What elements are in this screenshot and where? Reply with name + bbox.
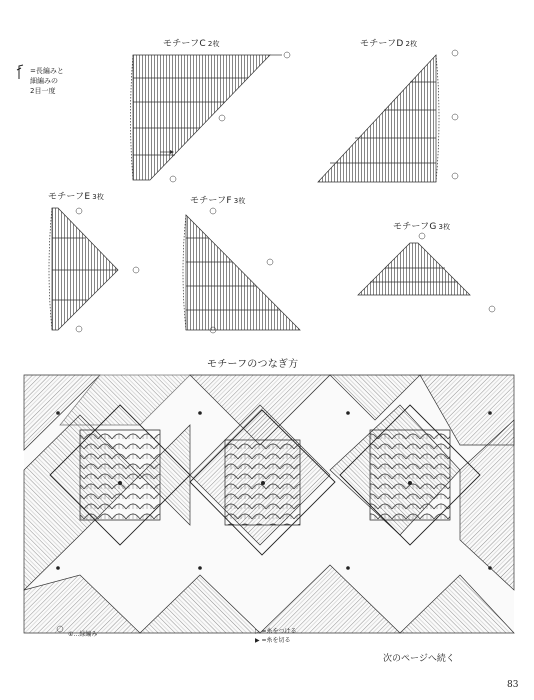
motif-d-label: モチーフD 2枚 — [360, 39, 418, 49]
cut-thread-note: ▶ =糸を切る — [255, 637, 291, 644]
motif-c-chart — [131, 55, 271, 180]
motif-e-chart — [49, 208, 118, 330]
thread-legend — [255, 627, 297, 645]
motif-f-chart — [183, 215, 300, 330]
joining-diagram — [24, 375, 514, 633]
joining-title: モチーフのつなぎ方 — [207, 359, 299, 370]
motif-g-chart — [358, 243, 470, 295]
continue-text: 次のページへ続く — [383, 654, 455, 664]
page-number: 83 — [507, 680, 519, 690]
attach-thread-note: ▷ =糸をつける — [255, 628, 297, 635]
motif-e-label: モチーフE 3枚 — [48, 192, 105, 202]
legend-text: =長編みと 細編みの 2目一度 — [30, 67, 64, 95]
row-marker-note: ①…緑編み — [68, 631, 98, 638]
motif-d-chart — [318, 55, 439, 182]
motif-c-label: モチーフC 2枚 — [163, 39, 220, 49]
motif-f-label: モチーフF 3枚 — [190, 196, 246, 206]
motif-g-label: モチーフG 3枚 — [393, 222, 451, 232]
